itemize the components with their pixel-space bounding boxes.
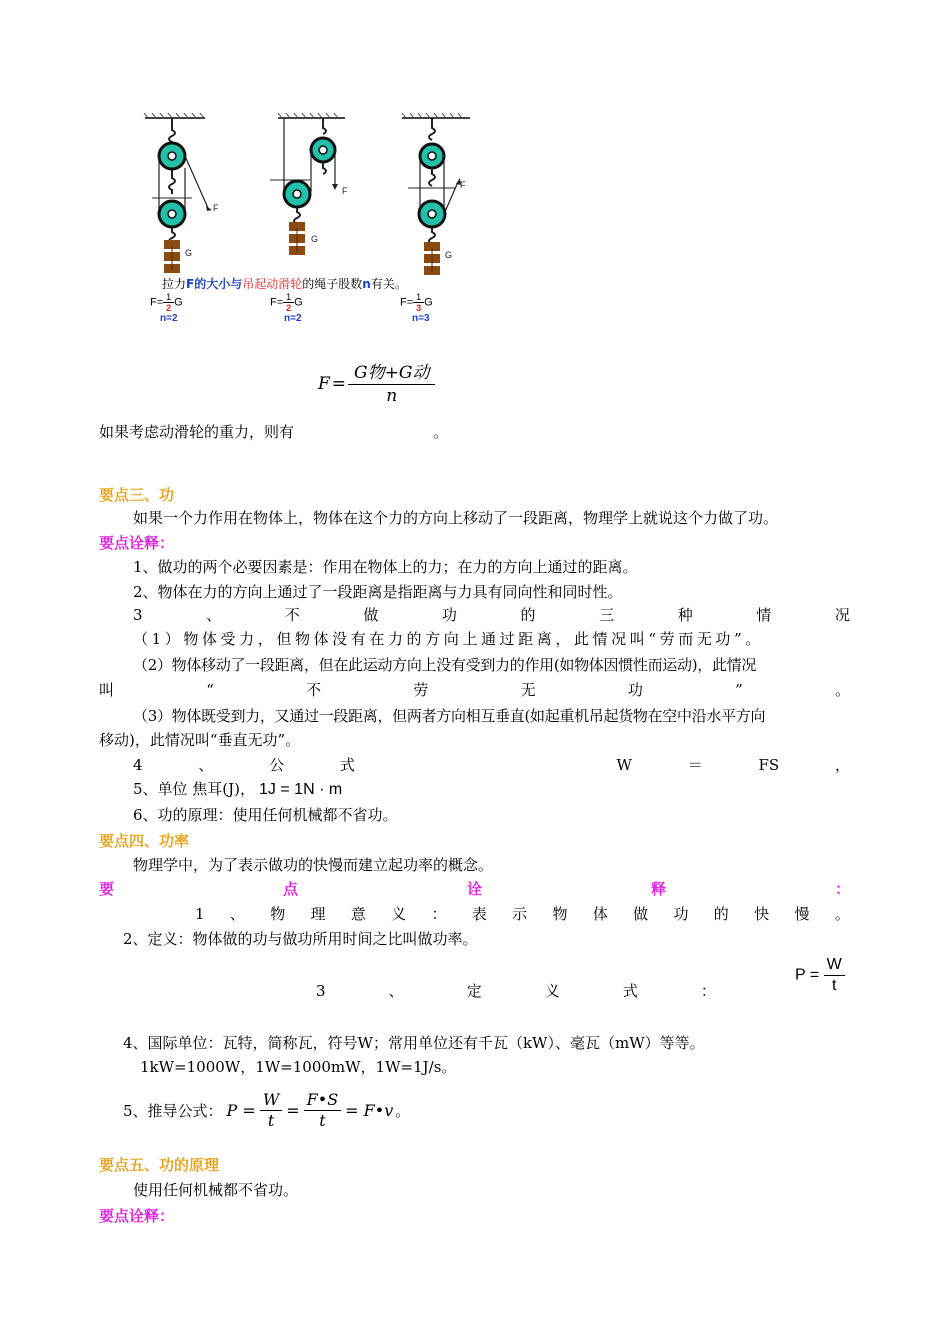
formula-num: W (260, 1090, 282, 1111)
formula-num: 1 (163, 292, 174, 303)
caption-part: 吊起 (242, 277, 267, 291)
caption-part: n (362, 277, 371, 291)
weight-label-2: G (311, 234, 319, 244)
spread-char: 种 (677, 606, 693, 624)
spread-char: 、 (206, 606, 222, 624)
section-3-item-1: 1、做功的两个必要因素是：作用在物体上的力；在力的方向上通过的距离。 (133, 558, 638, 576)
spread-char: 功 (441, 606, 457, 624)
spread-char: 、 (388, 982, 404, 1000)
spread-char: 快 (754, 905, 770, 923)
figure-formula-2 (270, 292, 303, 324)
spread-char: 三 (599, 606, 615, 624)
formula-n: n=2 (284, 313, 302, 324)
section-4-item-2: 2、定义：物体做的功与做功所用时间之比叫做功率。 (123, 930, 478, 948)
spread-char: 。 (834, 905, 850, 923)
formula-p: P = (226, 1101, 256, 1120)
power-definition-formula (795, 955, 845, 996)
spread-char: 不 (306, 681, 322, 699)
section-5-note-title: 要点诠释： (99, 1207, 175, 1225)
pulley-diagrams (140, 110, 490, 325)
formula-den: n (386, 386, 398, 406)
formula-left: F= (400, 296, 414, 309)
spread-char: 义 (391, 905, 407, 923)
weight-label-3: G (445, 250, 453, 260)
section-4-item-4-units: 1kW=1000W，1W=1000mW，1W=1J/s。 (140, 1058, 457, 1076)
formula-fraction (283, 292, 294, 313)
pulley-system-3 (402, 113, 470, 275)
formula-den: 3 (416, 303, 422, 313)
spread-char: W (616, 756, 632, 774)
formula-lhs: P = (795, 966, 820, 984)
formula-num: F•S (304, 1090, 342, 1111)
formula-fraction (348, 362, 435, 407)
formula-right: G (174, 296, 183, 309)
spread-char: 1 (195, 905, 205, 923)
spread-char: 的 (713, 905, 729, 923)
section-3-case-3-line-2: 移动)，此情况叫“垂直无功”。 (99, 731, 301, 749)
figure-caption (162, 275, 407, 292)
section-4-title: 要点四、功率 (99, 832, 190, 850)
caption-part: 拉力 (162, 277, 187, 291)
formula-eq: = F•v (345, 1101, 394, 1120)
spread-char: 做 (633, 905, 649, 923)
section-3-title: 要点三、功 (99, 486, 175, 504)
section-4-note-title (99, 878, 850, 900)
section-4-intro: 物理学中，为了表示做功的快慢而建立起功率的概念。 (133, 856, 494, 874)
spread-char: 情 (756, 606, 772, 624)
spread-char: ， (834, 756, 850, 774)
spread-char: 3 (133, 606, 143, 624)
formula-left: F= (150, 296, 164, 309)
figure-formula-1 (150, 292, 183, 324)
section-3-intro: 如果一个力作用在物体上，物体在这个力的方向上移动了一段距离，物理学上就说这个力做了功。 (133, 509, 779, 527)
section-3-item-2: 2、物体在力的方向上通过了一段距离是指距离与力具有同向性和同时性。 (133, 583, 623, 601)
section-3-case-1: （1）物体受力，但物体没有在力的方向上通过距离，此情况叫“劳而无功”。 (133, 630, 764, 648)
formula-den: t (267, 1111, 275, 1130)
section-4-item-4: 4、国际单位：瓦特，简称瓦，符号W；常用单位还有千瓦（kW）、毫瓦（mW）等等。 (123, 1034, 705, 1052)
formula-left: F= (270, 296, 284, 309)
section-3-item-3 (133, 604, 850, 626)
force-label-3: F (460, 180, 466, 190)
spread-char: 式 (622, 982, 638, 1000)
section-4-item-3 (316, 980, 716, 1002)
section-4-item-5 (123, 1090, 410, 1131)
spread-char: 定 (466, 982, 482, 1000)
formula-eq: = (331, 374, 347, 394)
formula-fraction (413, 292, 424, 313)
formula-n: n=2 (160, 313, 178, 324)
spread-char: 劳 (413, 681, 429, 699)
weight-label-1: G (185, 248, 193, 258)
pulley-weight-text (99, 421, 294, 442)
section-3-case-2-line-2 (99, 679, 850, 701)
spread-char: 表 (471, 905, 487, 923)
section-3-note-title: 要点诠释： (99, 534, 175, 552)
spread-char: 无 (520, 681, 536, 699)
spread-char: 式 (339, 756, 355, 774)
section-4-item-1 (195, 903, 850, 925)
spread-char: 义 (544, 982, 560, 1000)
spread-char: 。 (834, 681, 850, 699)
spread-char: ： (834, 880, 850, 898)
section-3-item-4 (133, 754, 850, 776)
spread-char: 公 (269, 756, 285, 774)
formula-fraction-2 (304, 1090, 342, 1131)
section-5-title: 要点五、功的原理 (99, 1156, 220, 1174)
section-3-item-6: 6、功的原理：使用任何机械都不省功。 (133, 806, 398, 824)
spread-char: ： (431, 905, 447, 923)
pulley-system-1 (144, 113, 219, 273)
spread-char: 4 (133, 756, 143, 774)
pulley-weight-period: 。 (433, 423, 449, 441)
caption-part: 有关。 (370, 277, 407, 291)
item-5-end: 。 (395, 1102, 411, 1120)
unit-formula: 1J = 1N · m (259, 781, 343, 798)
caption-part: 动滑轮 (266, 277, 303, 291)
formula-eq: = (286, 1101, 300, 1120)
spread-char: 、 (198, 756, 214, 774)
formula-fraction (163, 292, 174, 313)
section-3-case-3-line-1: （3）物体既受到力，又通过一段距离，但两者方向相互垂直(如起重机吊起货物在空中沿水平方向 (133, 707, 766, 725)
item-5-text: 5、推导公式： (123, 1102, 223, 1120)
spacer (411, 754, 561, 776)
spread-char: 、 (229, 905, 245, 923)
main-formula (318, 362, 435, 407)
formula-den: t (831, 977, 837, 994)
formula-fraction-1 (260, 1090, 282, 1131)
spread-char: 要 (99, 880, 115, 898)
spread-char: 物 (270, 905, 286, 923)
spread-char: 体 (592, 905, 608, 923)
pulley-weight-label: 如果考虑动滑轮的重力，则有 (99, 423, 295, 441)
spread-char: 意 (350, 905, 366, 923)
formula-den: 2 (166, 303, 172, 313)
caption-part: F (186, 277, 195, 291)
section-5-intro: 使用任何机械都不省功。 (133, 1181, 299, 1199)
figure-formula-3 (400, 292, 433, 324)
spread-char: 慢 (794, 905, 810, 923)
spread-char: 做 (363, 606, 379, 624)
pulley-figure (140, 110, 490, 325)
spread-char: FS (758, 756, 780, 774)
spread-char: ” (735, 681, 743, 699)
formula-num: G物+G动 (348, 362, 435, 385)
spread-char: ＝ (687, 756, 703, 774)
spread-char: ： (700, 982, 716, 1000)
spread-char: 3 (316, 982, 326, 1000)
spread-char: 况 (834, 606, 850, 624)
item-5-text: 5、单位 焦耳(J)， (133, 780, 256, 798)
spread-char: 功 (627, 681, 643, 699)
formula-n: n=3 (412, 313, 430, 324)
spread-char: 释 (650, 880, 666, 898)
formula-num: 1 (283, 292, 294, 303)
caption-part: 的大小与 (194, 277, 243, 291)
spread-char: 理 (310, 905, 326, 923)
spread-char: 不 (284, 606, 300, 624)
spread-char: 诠 (466, 880, 482, 898)
formula-right: G (424, 296, 433, 309)
spread-char: 叫 (99, 681, 115, 699)
formula-den: 2 (286, 303, 292, 313)
spread-char: “ (206, 681, 214, 699)
derived-power-formula (223, 1090, 394, 1131)
formula-right: G (294, 296, 303, 309)
spread-char: 物 (552, 905, 568, 923)
section-3-case-2-line-1: （2）物体移动了一段距离，但在此运动方向上没有受到力的作用(如物体因惯性而运动)，此情况 (133, 656, 757, 674)
force-label-1: F (213, 203, 219, 213)
spread-char: 功 (673, 905, 689, 923)
force-label-2: F (342, 186, 348, 196)
spread-char: 点 (282, 880, 298, 898)
formula-num: W (824, 955, 845, 976)
formula-den: t (319, 1111, 326, 1130)
caption-part: 的绳子股数 (302, 277, 363, 291)
spread-char: 的 (520, 606, 536, 624)
section-3-item-5 (133, 778, 342, 800)
formula-num: 1 (413, 292, 424, 303)
formula-fraction (824, 955, 845, 996)
formula-lhs: F (318, 374, 330, 394)
pulley-system-2 (270, 113, 348, 255)
spread-char: 示 (512, 905, 528, 923)
